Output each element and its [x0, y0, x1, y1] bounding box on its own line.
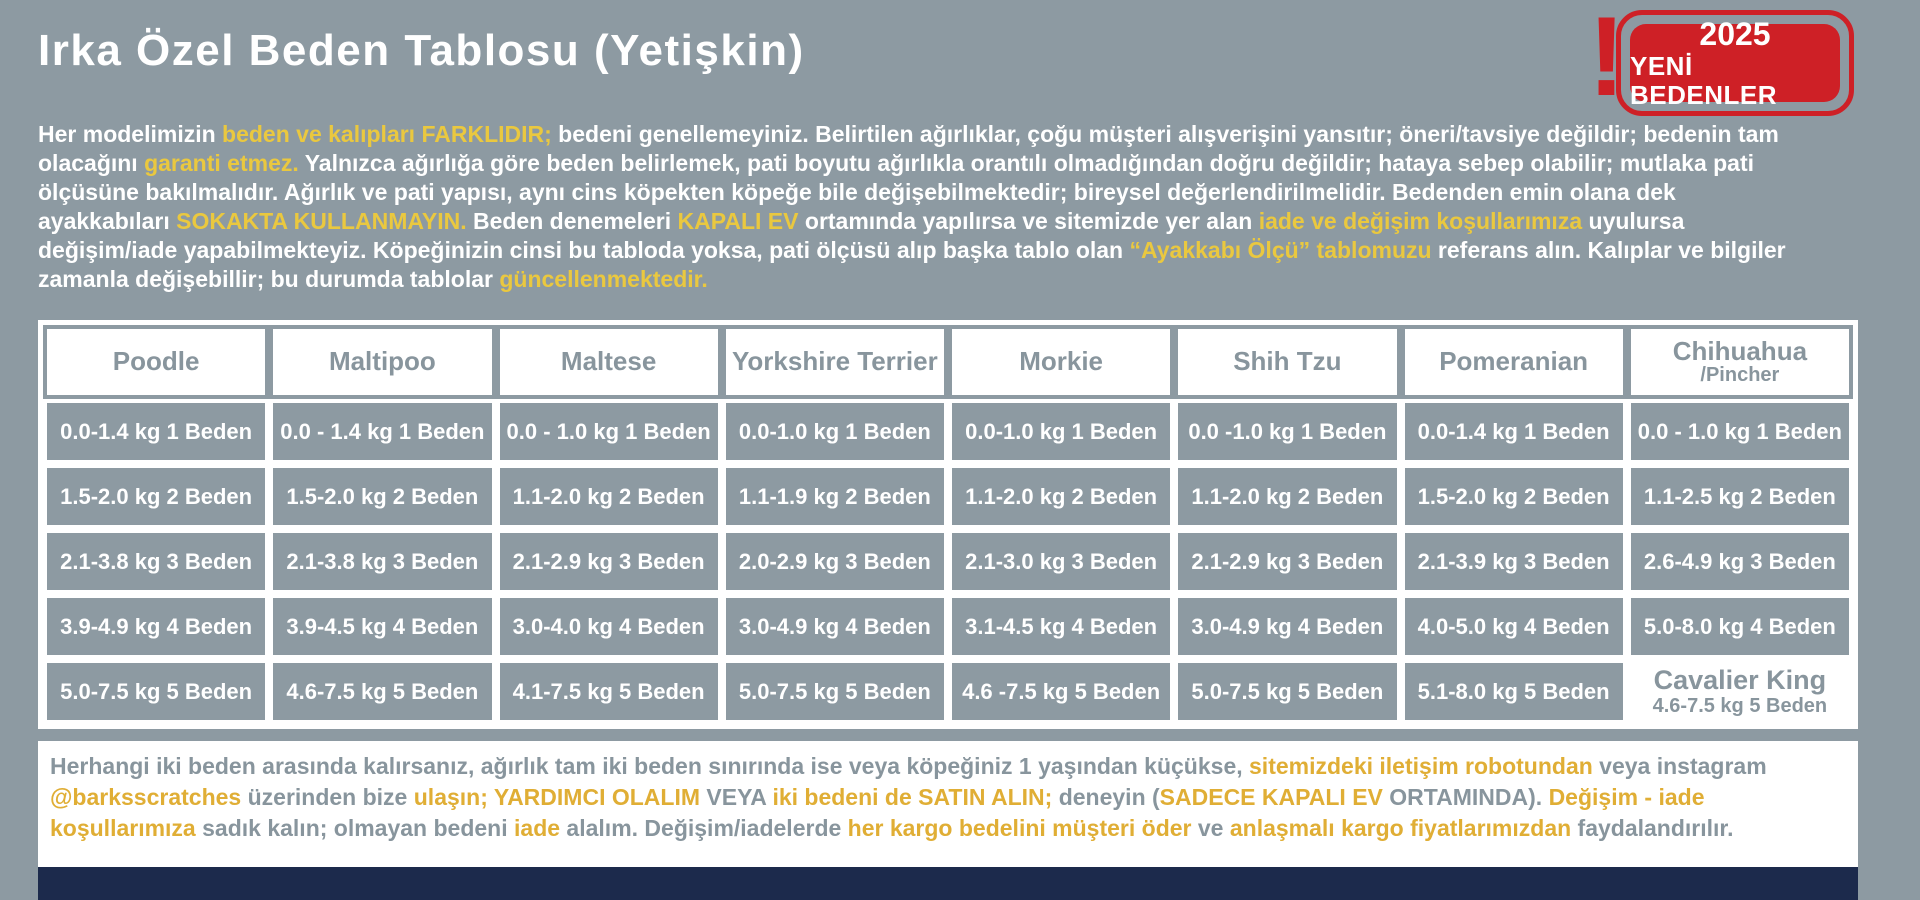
footer-note-paragraph: [50, 751, 1846, 844]
highlight-text: sitemizdeki iletişim robotundan: [1249, 753, 1593, 779]
size-cell: 3.0-4.0 kg 4 Beden: [496, 594, 722, 659]
size-cell: 2.6-4.9 kg 3 Beden: [1627, 529, 1853, 594]
body-text: faydalandırılır.: [1571, 815, 1734, 841]
highlight-text: iade: [514, 815, 561, 841]
highlight-text: “Ayakkabı Ölçü” tablomuzu: [1129, 237, 1432, 263]
highlight-text: @barksscratches: [50, 784, 242, 810]
highlight-text: iade ve değişim koşullarımıza: [1258, 208, 1583, 234]
size-cell: 5.0-8.0 kg 4 Beden: [1627, 594, 1853, 659]
size-cell: 1.5-2.0 kg 2 Beden: [43, 464, 269, 529]
breed-name: Pomeranian: [1439, 346, 1589, 377]
body-text: ve: [1191, 815, 1230, 841]
size-cell: 3.0-4.9 kg 4 Beden: [1174, 594, 1400, 659]
cavalier-king-cell: [1627, 659, 1853, 724]
size-cell: 1.1-1.9 kg 2 Beden: [722, 464, 948, 529]
size-cell: 3.0-4.9 kg 4 Beden: [722, 594, 948, 659]
body-text: Herhangi iki beden arasında kalırsanız, ağırlık tam iki beden sınırında ise veya köpeğiniz 1 yaşından küçükse,: [50, 753, 1250, 779]
highlight-text: SOKAKTA KULLANMAYIN.: [176, 208, 467, 234]
size-cell: 1.1-2.0 kg 2 Beden: [496, 464, 722, 529]
breed-name: Poodle: [112, 346, 200, 377]
size-cell: 1.1-2.0 kg 2 Beden: [948, 464, 1174, 529]
body-text: ORTAMINDA).: [1382, 784, 1549, 810]
body-text: alalım. Değişim/iadelerde: [560, 815, 848, 841]
page-title: Irka Özel Beden Tablosu (Yetişkin): [38, 26, 805, 75]
highlight-text: iki bedeni de SATIN ALIN;: [772, 784, 1053, 810]
size-cell: 0.0-1.0 kg 1 Beden: [722, 399, 948, 464]
highlight-text: SADECE KAPALI EV: [1159, 784, 1383, 810]
breed-header: [43, 325, 269, 399]
size-cell: 0.0 - 1.0 kg 1 Beden: [496, 399, 722, 464]
size-cell: 2.1-2.9 kg 3 Beden: [496, 529, 722, 594]
size-table: [38, 320, 1858, 729]
breed-name: Shih Tzu: [1233, 346, 1342, 377]
breed-header: [1401, 325, 1627, 399]
size-cell: 3.9-4.9 kg 4 Beden: [43, 594, 269, 659]
size-cell: 2.1-3.0 kg 3 Beden: [948, 529, 1174, 594]
badge-year: 2025: [1699, 15, 1771, 52]
breed-name: Chihuahua: [1672, 335, 1808, 366]
breed-header: [722, 325, 948, 399]
breed-subname: /Pincher: [1700, 364, 1780, 387]
body-text: uyulursa değişim/iade yapabilmekteyiz. Köpeğinizin cinsi bu tabloda yoksa, pati ölçüsü alıp başka tablo olan: [38, 208, 1685, 263]
size-cell: 0.0-1.4 kg 1 Beden: [43, 399, 269, 464]
highlight-text: ulaşın; YARDIMCI OLALIM: [413, 784, 700, 810]
body-text: VEYA: [700, 784, 773, 810]
size-cell: 3.1-4.5 kg 4 Beden: [948, 594, 1174, 659]
size-cell: 0.0 - 1.4 kg 1 Beden: [269, 399, 495, 464]
highlight-text: Değişim - iade koşullarımıza: [50, 784, 1705, 841]
size-cell: 0.0-1.0 kg 1 Beden: [948, 399, 1174, 464]
size-cell: 5.1-8.0 kg 5 Beden: [1401, 659, 1627, 724]
intro-paragraph: [38, 120, 1804, 294]
highlight-text: anlaşmalı kargo fiyatlarımızdan: [1229, 815, 1572, 841]
body-text: deneyin (: [1052, 784, 1160, 810]
body-text: referans alın. Kalıplar ve bilgiler zamanla değişebillir; bu durumda tablolar: [38, 237, 1786, 292]
size-cell: 0.0 - 1.0 kg 1 Beden: [1627, 399, 1853, 464]
cavalier-king-size: 4.6-7.5 kg 5 Beden: [1652, 695, 1828, 718]
size-cell: 4.6-7.5 kg 5 Beden: [269, 659, 495, 724]
breed-name: Morkie: [1019, 346, 1104, 377]
highlight-text: KAPALI EV: [677, 208, 799, 234]
breed-header: [1174, 325, 1400, 399]
exclamation-icon: !: [1588, 0, 1626, 119]
breed-header: [269, 325, 495, 399]
highlight-text: güncellenmektedir.: [499, 266, 708, 292]
badge-label: YENİ BEDENLER: [1630, 51, 1778, 110]
breed-name: Yorkshire Terrier: [732, 346, 938, 377]
size-cell: 0.0-1.4 kg 1 Beden: [1401, 399, 1627, 464]
size-cell: 2.0-2.9 kg 3 Beden: [722, 529, 948, 594]
new-sizes-badge: [1588, 0, 1860, 122]
highlight-text: beden ve kalıpları FARKLIDIR;: [222, 121, 552, 147]
size-cell: 5.0-7.5 kg 5 Beden: [722, 659, 948, 724]
body-text: Yalnızca ağırlığa göre beden belirlemek, pati boyutu ağırlıkla orantılı olmadığından doğru değildir; hataya sebep olabilir; mutlaka pati ölçüsüne bakılmalıdır. Ağırlık ve pati yapısı, aynı cins köpekten köpeğe bile değişebilmektedir; bireysel değerlendirilmelidir. Bedenden emin olana dek ayakkabıları: [38, 150, 1755, 234]
size-cell: 0.0 -1.0 kg 1 Beden: [1174, 399, 1400, 464]
size-cell: 1.1-2.5 kg 2 Beden: [1627, 464, 1853, 529]
highlight-text: garanti etmez.: [144, 150, 299, 176]
size-cell: 2.1-3.9 kg 3 Beden: [1401, 529, 1627, 594]
highlight-text: her kargo bedelini müşteri öder: [847, 815, 1192, 841]
badge-body: [1630, 15, 1840, 110]
size-cell: 1.1-2.0 kg 2 Beden: [1174, 464, 1400, 529]
size-cell: 1.5-2.0 kg 2 Beden: [269, 464, 495, 529]
body-text: Her modelimizin: [38, 121, 223, 147]
size-cell: 4.0-5.0 kg 4 Beden: [1401, 594, 1627, 659]
body-text: veya instagram: [1592, 753, 1767, 779]
breed-header: [496, 325, 722, 399]
size-cell: 2.1-3.8 kg 3 Beden: [269, 529, 495, 594]
body-text: ortamında yapılırsa ve sitemizde yer alan: [798, 208, 1259, 234]
breed-name: Maltipoo: [328, 346, 436, 377]
body-text: Beden denemeleri: [466, 208, 678, 234]
bottom-panel: [38, 741, 1858, 867]
breed-header: [1627, 325, 1853, 399]
size-cell: 5.0-7.5 kg 5 Beden: [1174, 659, 1400, 724]
body-text: sadık kalın; olmayan bedeni: [195, 815, 515, 841]
breed-name: Maltese: [560, 346, 657, 377]
body-text: bedeni genellemeyiniz. Belirtilen ağırlıklar, çoğu müşteri alışverişini yansıtır; öneri/tavsiye değildir; bedenin tam olacağını: [38, 121, 1779, 176]
size-cell: 1.5-2.0 kg 2 Beden: [1401, 464, 1627, 529]
size-cell: 2.1-2.9 kg 3 Beden: [1174, 529, 1400, 594]
footer-bar: [38, 867, 1858, 900]
size-cell: 2.1-3.8 kg 3 Beden: [43, 529, 269, 594]
body-text: üzerinden bize: [241, 784, 414, 810]
size-cell: 4.6 -7.5 kg 5 Beden: [948, 659, 1174, 724]
size-cell: 4.1-7.5 kg 5 Beden: [496, 659, 722, 724]
breed-header: [948, 325, 1174, 399]
size-cell: 3.9-4.5 kg 4 Beden: [269, 594, 495, 659]
cavalier-king-title: Cavalier King: [1653, 664, 1827, 695]
size-cell: 5.0-7.5 kg 5 Beden: [43, 659, 269, 724]
